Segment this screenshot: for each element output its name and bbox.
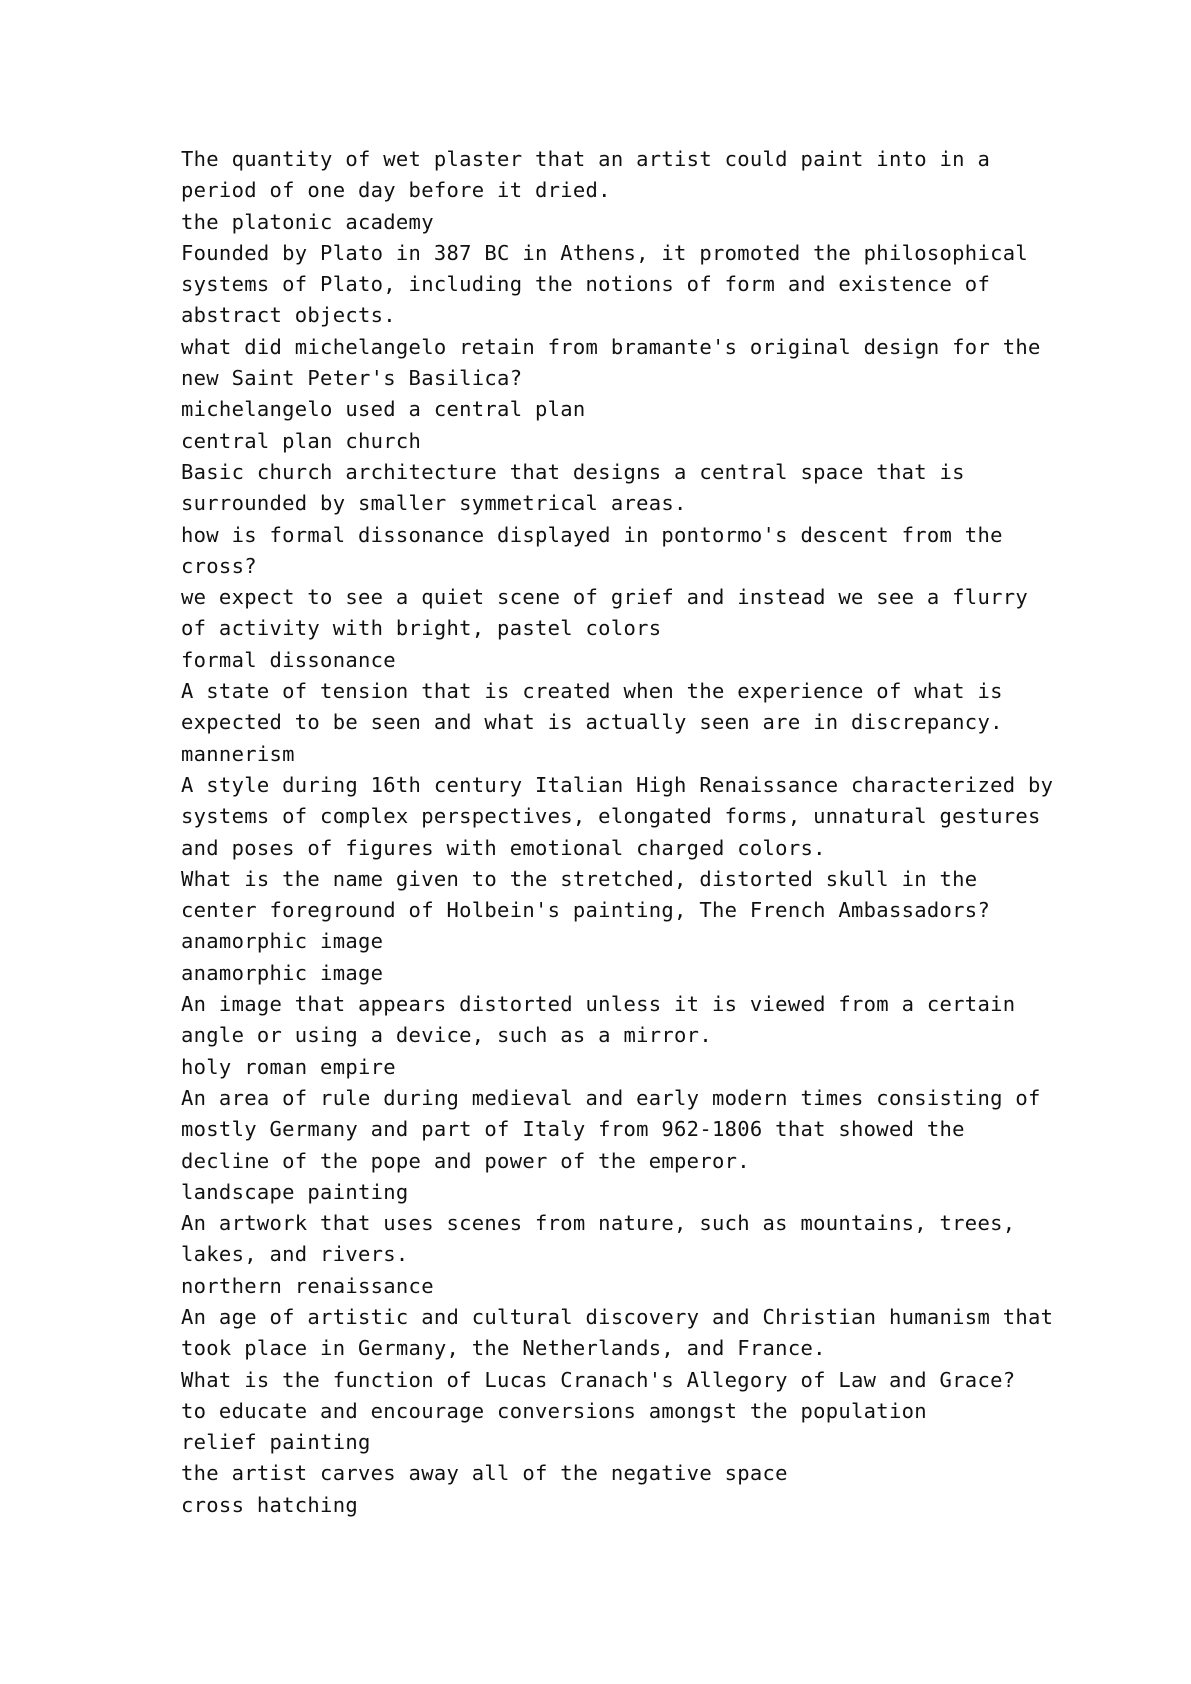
text-line: A state of tension that is created when the experience of what is [181,679,1003,704]
text-line: Basic church architecture that designs a central space that is [181,459,965,484]
text-line: new Saint Peter's Basilica? [181,366,523,391]
text-line: central plan church [181,428,422,453]
text-line: and poses of figures with emotional charged colors. [181,835,826,860]
text-line: Founded by Plato in 387 BC in Athens, it promoted the philosophical [181,240,1029,265]
text-line: holy roman empire [181,1054,396,1079]
text-line: we expect to see a quiet scene of grief and instead we see a flurry [181,585,1029,610]
text-line: An age of artistic and cultural discovery and Christian humanism that [181,1304,1054,1329]
text-line: took place in Germany, the Netherlands, and France. [181,1336,826,1361]
text-line: michelangelo used a central plan [181,397,586,422]
text-line: An area of rule during medieval and early modern times consisting of [181,1085,1041,1110]
text-line: A style during 16th century Italian High Renaissance characterized by [181,772,1054,797]
text-line: systems of complex perspectives, elongated forms, unnatural gestures [181,804,1041,829]
text-line: anamorphic image [181,929,384,954]
text-line: decline of the pope and power of the emperor. [181,1148,750,1173]
text-line: cross hatching [181,1492,358,1517]
text-line: systems of Plato, including the notions of form and existence of [181,272,991,297]
text-line: The quantity of wet plaster that an artist could paint into in a [181,147,991,171]
text-line: anamorphic image [181,960,384,985]
text-line: lakes, and rivers. [181,1242,409,1267]
text-line: to educate and encourage conversions amongst the population [181,1398,927,1423]
document-body [181,144,1054,1521]
text-line: formal dissonance [181,647,396,672]
text-line: relief painting [181,1430,371,1455]
text-line: landscape painting [181,1179,409,1204]
text-line: mannerism [181,741,295,766]
text-line: angle or using a device, such as a mirror. [181,1023,712,1048]
text-line: what did michelangelo retain from bramante's original design for the [181,334,1041,359]
text-line: period of one day before it dried. [181,178,611,203]
text-line: center foreground of Holbein's painting, The French Ambassadors? [181,898,991,923]
text-line: how is formal dissonance displayed in pontormo's descent from the [181,522,1003,547]
text-line: cross? [181,553,257,578]
text-line: the platonic academy [181,209,434,234]
text-line: the artist carves away all of the negative space [181,1461,788,1486]
text-line: expected to be seen and what is actually seen are in discrepancy. [181,710,1003,735]
text-line: An artwork that uses scenes from nature, such as mountains, trees, [181,1211,1016,1236]
text-line: What is the name given to the stretched, distorted skull in the [181,866,978,891]
text-line: What is the function of Lucas Cranach's Allegory of Law and Grace? [181,1367,1016,1392]
text-line: northern renaissance [181,1273,434,1298]
text-line: surrounded by smaller symmetrical areas. [181,491,687,516]
text-line: An image that appears distorted unless it is viewed from a certain [181,992,1016,1017]
text-line: of activity with bright, pastel colors [181,616,662,641]
text-line: mostly Germany and part of Italy from 962-1806 that showed the [181,1117,965,1142]
text-line: abstract objects. [181,303,396,328]
